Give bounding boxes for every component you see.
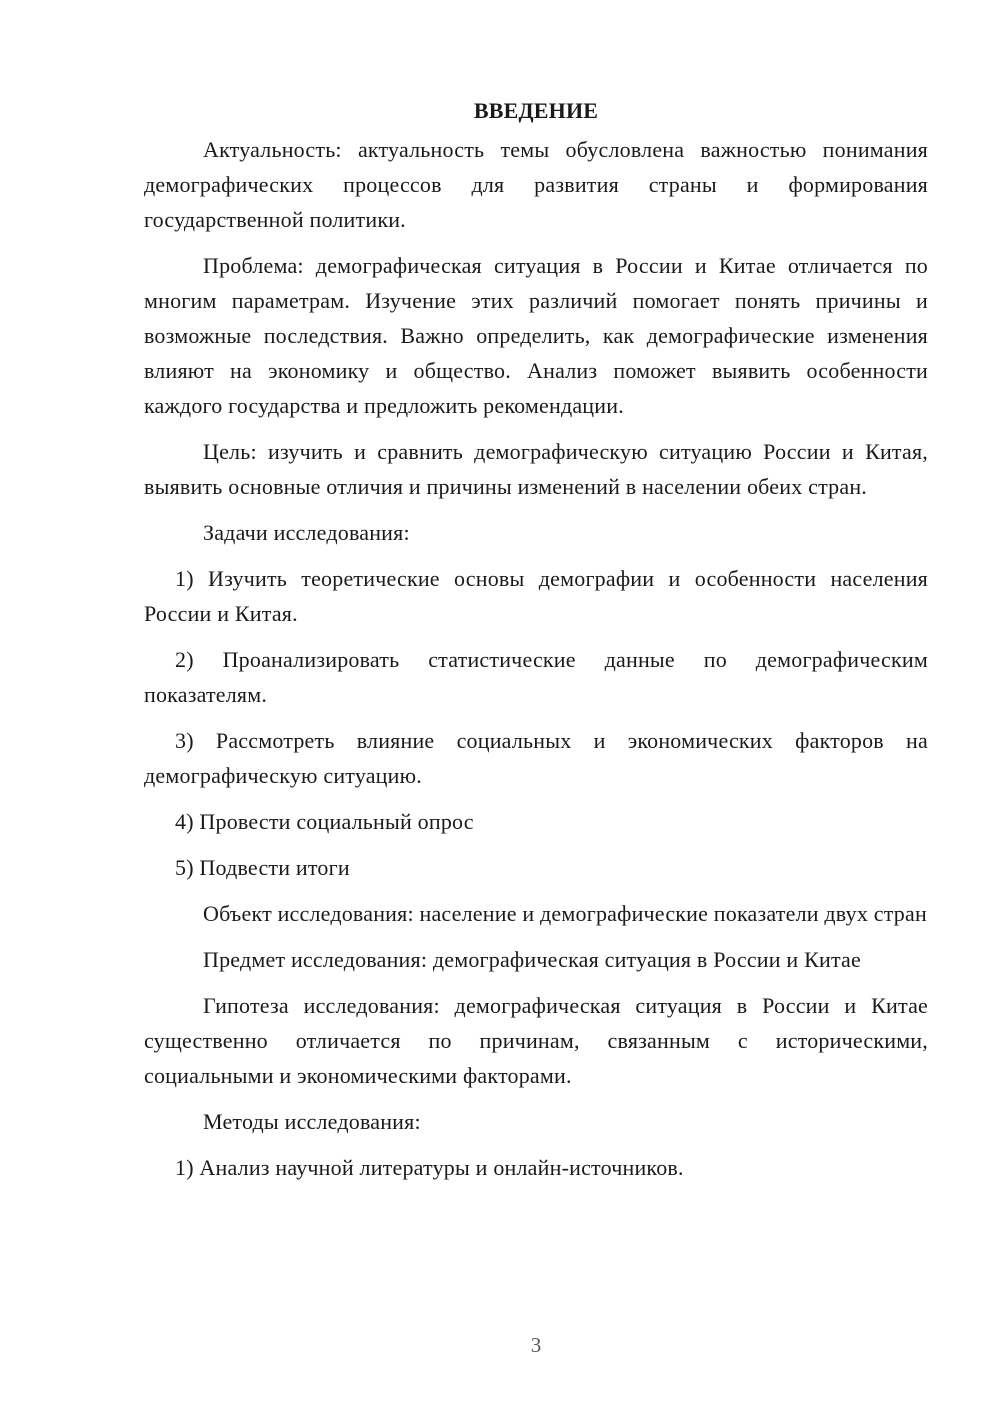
paragraph-subject: Предмет исследования: демографическая ситуация в России и Китае	[203, 947, 861, 972]
task-item-1: 1) Изучить теоретические основы демографии и особенности населения России и Китая.	[144, 566, 928, 626]
paragraph-goal: Цель: изучить и сравнить демографическую ситуацию России и Китая, выявить основные отличия и причины изменений в населении обеих стран.	[144, 439, 928, 499]
tasks-title: Задачи исследования:	[203, 520, 410, 545]
paragraph-relevance: Актуальность: актуальность темы обусловлена важностью понимания демографических процессов для развития страны и формирования государственной политики.	[144, 137, 928, 232]
task-item-4: 4) Провести социальный опрос	[175, 809, 474, 834]
page-number: 3	[530, 1333, 542, 1357]
task-item-2: 2) Проанализировать статистические данные по демографическим показателям.	[144, 647, 928, 707]
method-item-1: 1) Анализ научной литературы и онлайн-источников.	[175, 1155, 684, 1180]
paragraph-hypothesis: Гипотеза исследования: демографическая ситуация в России и Китае существенно отличается по причинам, связанным с историческими, социальными и экономическими факторами.	[144, 993, 928, 1088]
task-item-3: 3) Рассмотреть влияние социальных и экономических факторов на демографическую ситуацию.	[144, 728, 928, 788]
paragraph-object: Объект исследования: население и демографические показатели двух стран	[203, 901, 927, 926]
document-body	[144, 93, 928, 1196]
methods-title: Методы исследования:	[203, 1109, 421, 1134]
task-item-5: 5) Подвести итоги	[175, 855, 350, 880]
paragraph-problem: Проблема: демографическая ситуация в России и Китае отличается по многим параметрам. Изучение этих различий помогает понять причины и возможные последствия. Важно определить, как демографические изменения влияют на экономику и общество. Анализ поможет выявить особенности каждого государства и предложить рекомендации.	[144, 253, 928, 418]
section-heading: ВВЕДЕНИЕ	[473, 98, 599, 123]
